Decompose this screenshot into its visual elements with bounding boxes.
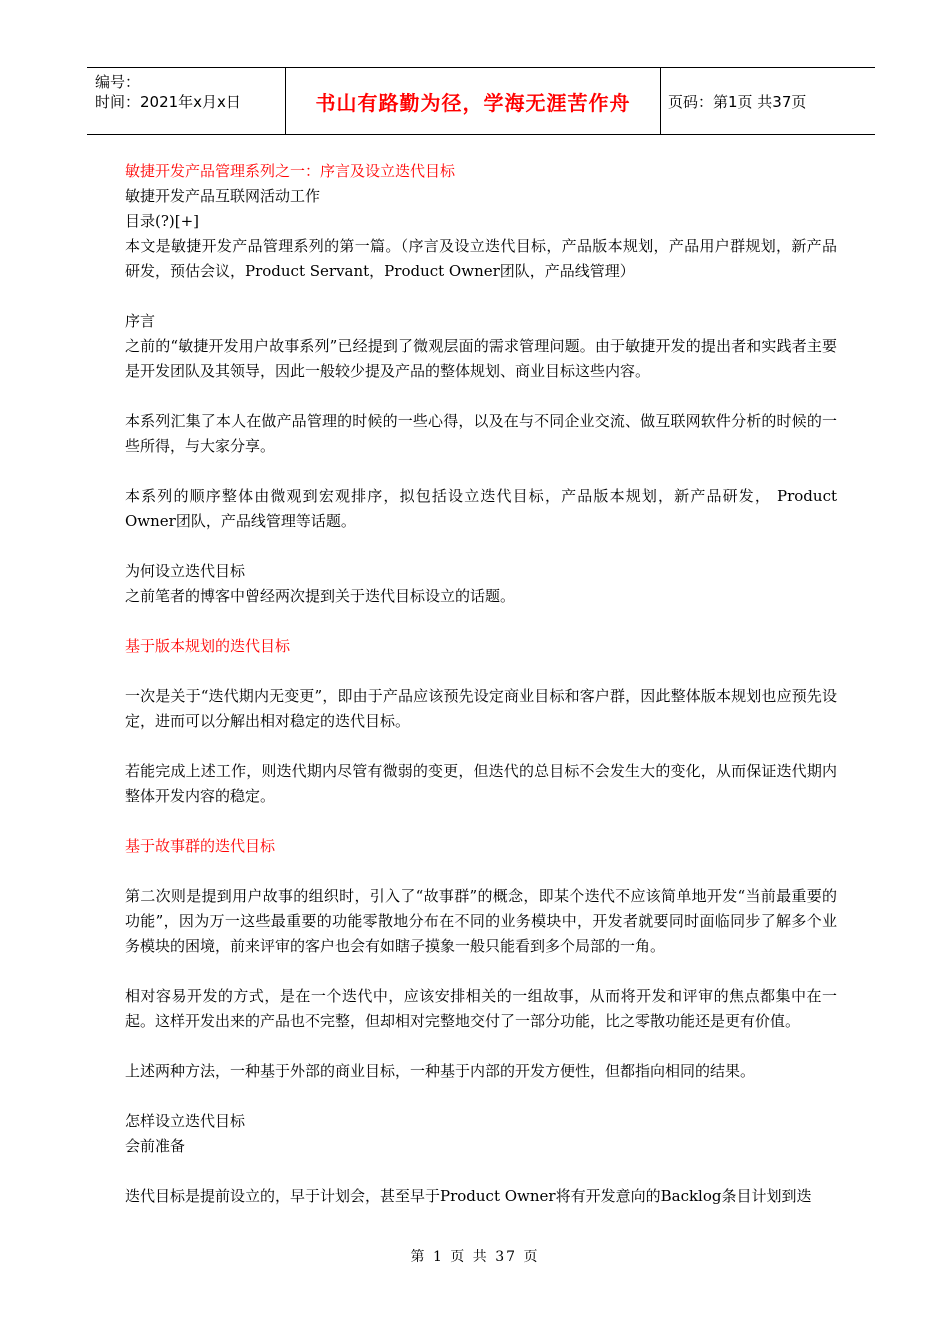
section-heading-why: 为何设立迭代目标 (125, 562, 246, 580)
section-heading-how: 怎样设立迭代目标 (125, 1112, 246, 1130)
document-title: 敏捷开发产品管理系列之一：序言及设立迭代目标 (125, 162, 456, 180)
header-divider (660, 68, 661, 134)
page-footer: 第 1 页 共 37 页 (410, 1249, 540, 1265)
paragraph: 本系列汇集了本人在做产品管理的时候的一些心得，以及在与不同企业交流、做互联网软件分析的时候的一些所得，与大家分享。 (125, 412, 837, 455)
header-meta (95, 72, 285, 112)
paragraph: 第二次则是提到用户故事的组织时，引入了“故事群”的概念，即某个迭代不应该简单地开发“当前最重要的功能”，因为万一这些最重要的功能零散地分布在不同的业务模块中，开发者就要同时面临同步了解多个业务模块的困境，前来评审的客户也会有如瞎子摸象一般只能看到多个局部的一角。 (125, 887, 837, 955)
subsection-heading-prep: 会前准备 (125, 1137, 186, 1155)
paragraph: 若能完成上述工作，则迭代期内尽管有微弱的变更，但迭代的总目标不会发生大的变化，从而保证迭代期内整体开发内容的稳定。 (125, 762, 837, 805)
page-header (87, 67, 875, 135)
document-time-label: 时间：2021年x月x日 (95, 93, 241, 111)
paragraph: 一次是关于“迭代期内无变更”，即由于产品应该预先设定商业目标和客户群，因此整体版本规划也应预先设定，进而可以分解出相对稳定的迭代目标。 (125, 687, 837, 730)
header-motto: 书山有路勤为径，学海无涯苦作舟 (315, 90, 631, 115)
paragraph: 相对容易开发的方式，是在一个迭代中，应该安排相关的一组故事，从而将开发和评审的焦点都集中在一起。这样开发出来的产品也不完整，但却相对完整地交付了一部分功能，比之零散功能还是更有价值。 (125, 987, 837, 1030)
paragraph: 迭代目标是提前设立的，早于计划会，甚至早于Product Owner将有开发意向的Backlog条目计划到迭 (125, 1187, 812, 1205)
section-heading-story-group: 基于故事群的迭代目标 (125, 837, 276, 855)
document-number-label: 编号： (95, 73, 141, 91)
paragraph: 上述两种方法，一种基于外部的商业目标，一种基于内部的开发方便性，但都指向相同的结果。 (125, 1062, 756, 1080)
paragraph: 之前的“敏捷开发用户故事系列”已经提到了微观层面的需求管理问题。由于敏捷开发的提出者和实践者主要是开发团队及其领导，因此一般较少提及产品的整体规划、商业目标这些内容。 (125, 337, 837, 380)
paragraph: 之前笔者的博客中曾经两次提到关于迭代目标设立的话题。 (125, 587, 516, 605)
document-body (125, 159, 837, 1209)
paragraph: 本系列的顺序整体由微观到宏观排序，拟包括设立迭代目标，产品版本规划，新产品研发， Product Owner团队，产品线管理等话题。 (125, 487, 837, 530)
header-page-number: 页码：第1页 共37页 (668, 92, 807, 111)
document-subtitle: 敏捷开发产品互联网活动工作 (125, 187, 321, 205)
intro-paragraph: 本文是敏捷开发产品管理系列的第一篇。（序言及设立迭代目标，产品版本规划，产品用户群规划，新产品研发，预估会议，Product Servant，Product Owner团队，产品线管理） (125, 237, 837, 280)
section-heading-version: 基于版本规划的迭代目标 (125, 637, 291, 655)
table-of-contents-toggle[interactable]: 目录(?)[+] (125, 212, 200, 230)
section-heading-preface: 序言 (125, 312, 156, 330)
